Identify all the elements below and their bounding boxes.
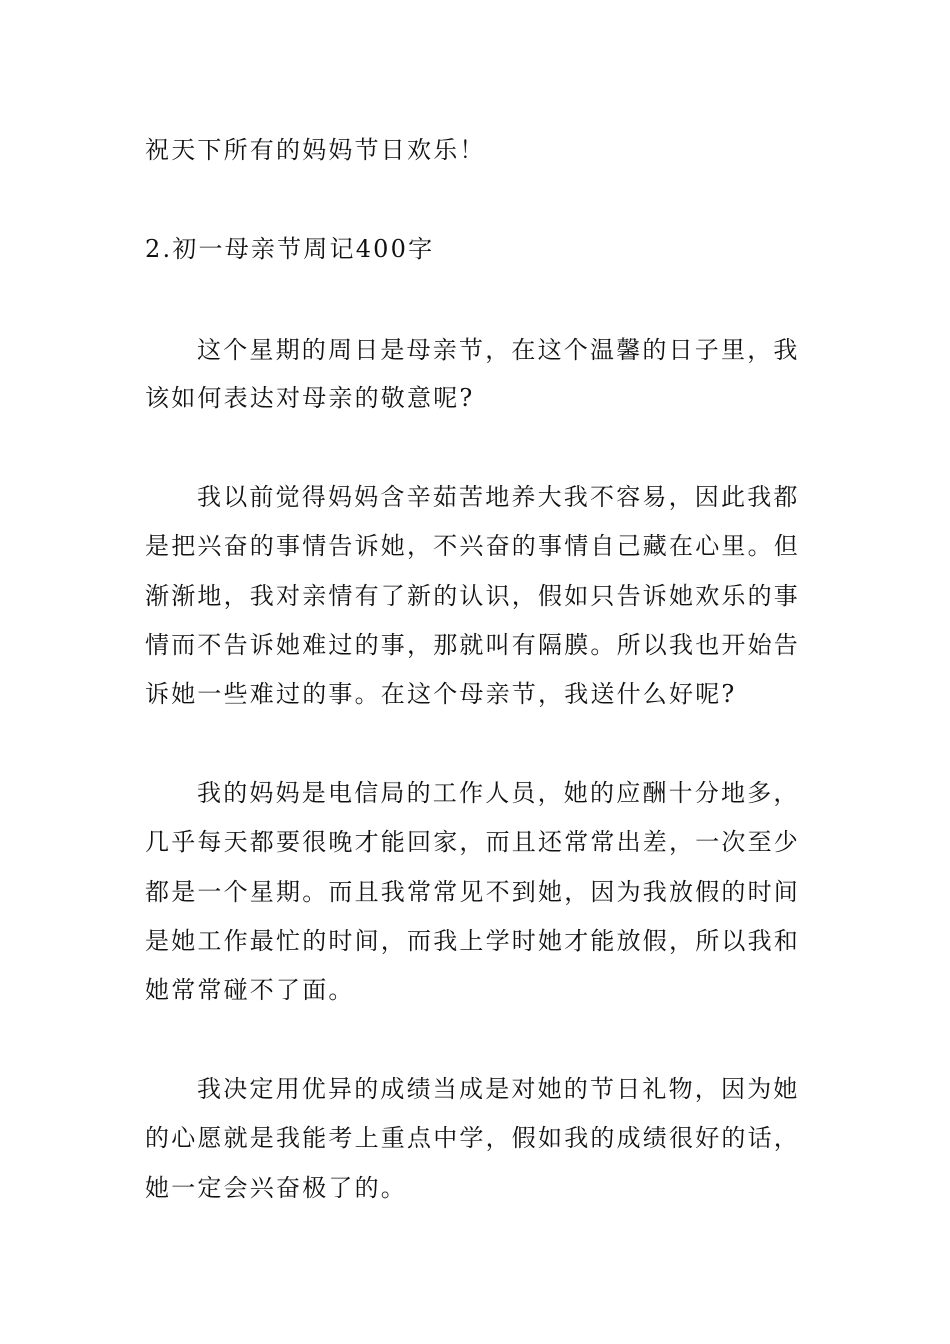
paragraph-line: 该如何表达对母亲的敬意呢?: [145, 384, 475, 412]
paragraph-line: 是把兴奋的事情告诉她，不兴奋的事情自己藏在心里。但: [145, 532, 800, 560]
paragraph-line: 都是一个星期。而且我常常见不到她，因为我放假的时间: [145, 878, 800, 906]
paragraph-line: 我以前觉得妈妈含辛茹苦地养大我不容易，因此我都: [197, 483, 800, 511]
paragraph-line: 情而不告诉她难过的事，那就叫有隔膜。所以我也开始告: [145, 631, 800, 659]
closing-line: 祝天下所有的妈妈节日欢乐！: [145, 136, 486, 164]
paragraph-line: 我的妈妈是电信局的工作人员，她的应酬十分地多，: [197, 779, 800, 807]
paragraph-line: 诉她一些难过的事。在这个母亲节，我送什么好呢?: [145, 680, 737, 708]
paragraph-line: 的心愿就是我能考上重点中学，假如我的成绩很好的话，: [145, 1124, 800, 1152]
paragraph-line: 是她工作最忙的时间，而我上学时她才能放假，所以我和: [145, 927, 800, 955]
paragraph-line: 我决定用优异的成绩当成是对她的节日礼物，因为她: [197, 1075, 800, 1103]
paragraph-line: 这个星期的周日是母亲节，在这个温馨的日子里，我: [197, 336, 800, 364]
paragraph-line: 几乎每天都要很晚才能回家，而且还常常出差，一次至少: [145, 828, 800, 856]
paragraph-line: 她一定会兴奋极了的。: [145, 1174, 407, 1202]
paragraph-line: 渐渐地，我对亲情有了新的认识，假如只告诉她欢乐的事: [145, 582, 800, 610]
section-heading: 2.初一母亲节周记400字: [145, 235, 435, 263]
paragraph-line: 她常常碰不了面。: [145, 976, 355, 1004]
